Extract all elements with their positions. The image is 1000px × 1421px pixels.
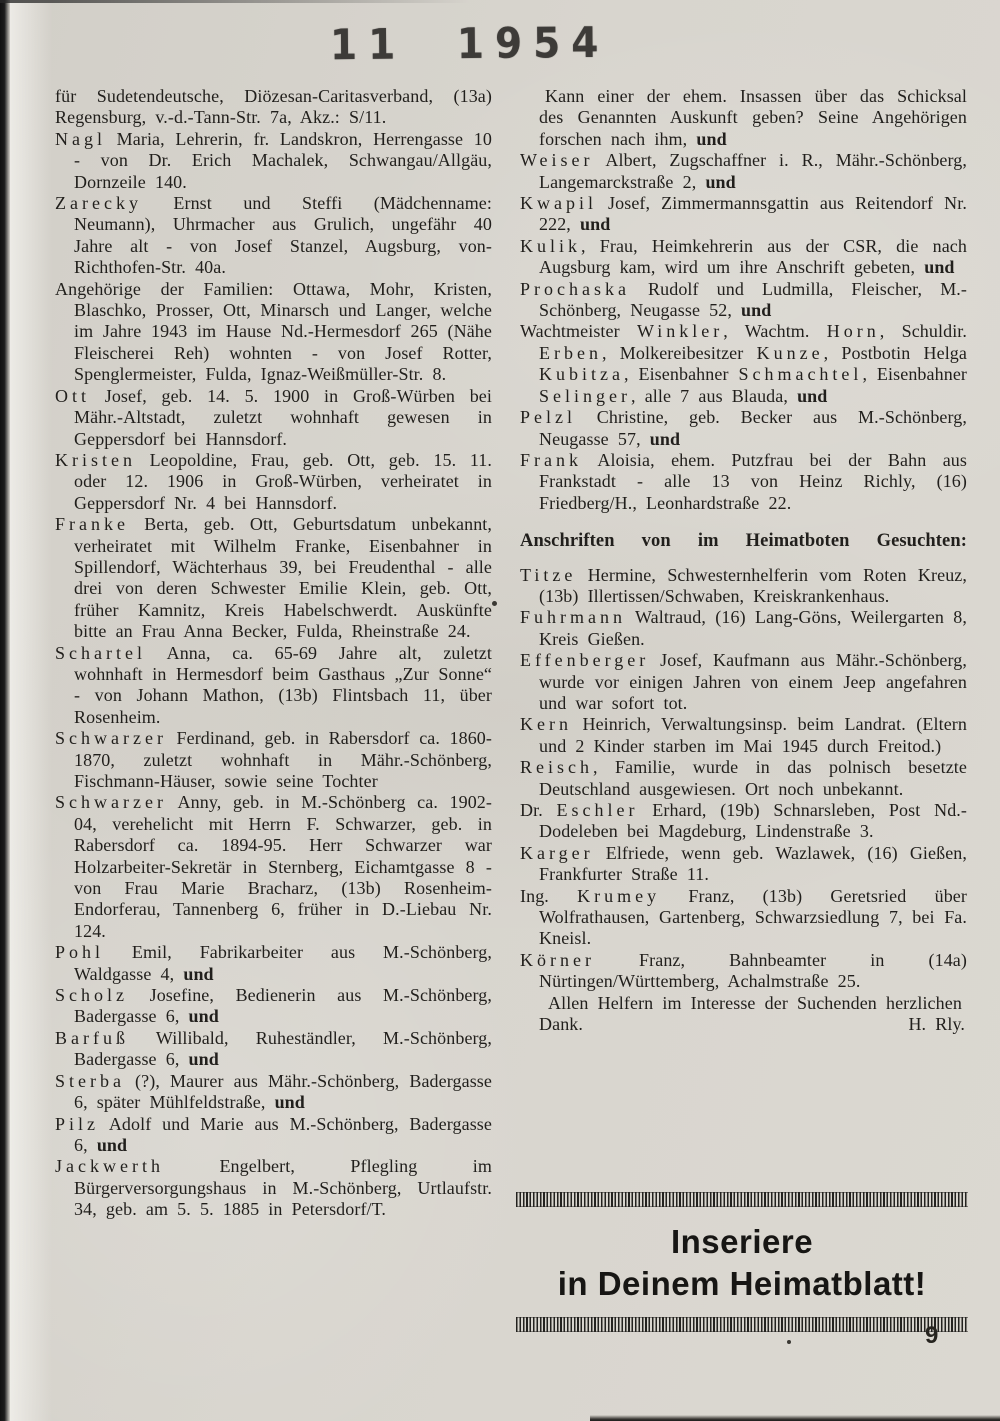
print-artifact-dot [787,1340,791,1344]
entry-name-spaced: Kubitza [539,364,624,385]
entry-bold-und: und [924,257,955,278]
entry-text: Rudolf und Ludmilla, Fleischer, M.-Schönberg, Neugasse 52, [539,278,967,321]
scan-edge-bottom-right [590,1415,1000,1421]
directory-entry [55,1028,492,1071]
directory-entry [55,514,492,642]
entry-text: Josef, geb. 14. 5. 1900 in Groß-Würben bei Mähr.-Altstadt, zuletzt wohnhaft gewesen in Geppersdorf bei Hannsdorf. [74,385,492,449]
entry-name-spaced: Winkler [636,321,724,342]
directory-entry [520,321,967,407]
entry-name-spaced: Schmachtel [738,364,863,385]
entry-name-spaced: Schwarzer [55,728,167,749]
entry-text: Engelbert, Pflegling im Bürgerversorgungshaus in M.-Schönberg, Urtlaufstr. 34, geb. am 5. 5. 1885 in Petersdorf/T. [74,1156,492,1220]
directory-entry [55,193,492,279]
entry-name-spaced: Horn [826,321,880,342]
entry-name-spaced: Kern [520,714,572,735]
entry-text: , Eisenbahner [862,364,967,385]
entry-text: Leopoldine, Frau, geb. Ott, geb. 15. 11. oder 12. 1906 in Groß-Würben, verheiratet in Geppersdorf Nr. 4 bei Hannsdorf. [74,449,492,513]
entry-text: Franz, Bahnbeamter in (14a) Nürtingen/Württemberg, Achalmstraße 25. [539,949,967,992]
entry-name-spaced: Frank [520,449,582,470]
entry-name-spaced: Barfuß [55,1027,129,1048]
entry-text: Berta, geb. Ott, Geburtsdatum unbekannt, verheiratet mit Wilhelm Franke, Eisenbahner in Spillendorf, Wächterhaus 39, bei Freudenthal - alle drei von deren Schwester Emilie Klein, geb. Ott, früher Kamnitz, Kreis Habelschwerdt. Auskünfte bitte an Frau Anna Becker, Fulda, Rheinstraße 24. [74,514,492,642]
entry-text: Franz, (13b) Geretsried über Wolfrathausen, Gartenberg, Schwarzsiedlung 7, bei Fa. Kneisl. [539,885,967,949]
directory-entry [520,565,967,608]
closing-paragraph [520,993,967,1036]
entry-text: Josef, Zimmermannsgattin aus Reitendorf Nr. 222, [539,193,967,235]
directory-entry [55,942,492,985]
entry-bold-und: und [649,428,681,449]
entry-bold-und: und [274,1092,305,1113]
right-column-entries-bottom [520,565,967,993]
entry-text: Dr. [520,800,557,820]
directory-entry [55,386,492,450]
directory-entry [55,1156,492,1220]
entry-text: Maria, Lehrerin, fr. Landskron, Herrengasse 10 - von Dr. Erich Machalek, Schwangau/Allgäu, Dornzeile 140. [74,128,492,192]
entry-name-spaced: Ott [55,385,91,406]
entry-name-spaced: Kulik [520,235,582,256]
entry-bold-und: und [580,214,611,235]
entry-name-spaced: Schartel [55,642,146,663]
entry-text: Wachtmeister [520,321,637,342]
scan-edge-left-highlight [10,0,52,1421]
advert-text [516,1221,968,1305]
entry-text: , Eisenbahner [623,364,739,385]
entry-bold-und: und [183,963,214,984]
directory-entry [55,450,492,514]
scan-edge-top [0,0,470,3]
entry-text: Adolf und Marie aus M.-Schönberg, Badergasse 6, [74,1113,492,1155]
entry-name-spaced: Effenberger [520,650,650,671]
entry-bold-und: und [696,128,727,149]
directory-entry [520,607,967,650]
entry-text: Anny, geb. in M.-Schönberg ca. 1902-04, verehelicht mit Herrn F. Schwarzer, geb. in Rabersdorf ca. 1894-95. Herr Schwarzer war Holzarbeiter-Sekretär in Sternberg, Eichamtgasse 8 - von Frau Marie Bracharz, (13b) Rosenheim-Endorferau, Tannenberg 6, früher in D.-Liebau Nr. 124. [74,792,492,941]
entry-name-spaced: Scholz [55,985,128,1006]
entry-text: , Frau, Heimkehrerin aus der CSR, die nach Augsburg kam, wird um ihre Anschrift gebeten, [539,235,967,278]
entry-text: , Schuldir. [879,321,968,342]
entry-text: Emil, Fabrikarbeiter aus M.-Schönberg, Waldgasse 4, [74,942,492,984]
entry-name-spaced: Körner [520,949,595,970]
directory-entry [55,86,492,129]
directory-entry [520,800,967,843]
directory-entry [55,1071,492,1114]
entry-name-spaced: Titze [520,564,577,585]
entry-name-spaced: Weiser [520,150,594,171]
directory-entry [55,792,492,942]
advert-line-2: in Deinem Heimatblatt! [557,1265,927,1302]
entry-text: Erhard, (19b) Schnarsleben, Post Nd.-Dodeleben bei Magdeburg, Lindenstraße 3. [539,800,967,842]
entry-text: Angehörige der Familien: Ottawa, Mohr, Kristen, Blaschko, Prosser, Ott, Minarsch und Langer, welche im Jahre 1943 im Hause Nd.-Hermesdorf 265 (Nähe Fleischerei Reh) wohnten - von Josef Rotter, Spenglermeister, Fulda, Ignaz-Weißmüller-Str. 8. [55,278,492,385]
right-column-entries-top [520,86,967,514]
entry-bold-und: und [741,300,772,321]
entry-text: Albert, Zugschaffner i. R., Mähr.-Schönberg, Langemarckstraße 2, [539,150,967,192]
directory-entry [520,150,967,193]
entry-name-spaced: Kristen [55,449,136,470]
directory-entry [520,86,967,150]
entry-text: , alle 7 aus Blauda, [631,385,798,406]
entry-text: Ferdinand, geb. in Rabersdorf ca. 1860-1870, zuletzt wohnhaft in Mähr.-Schönberg, Fischmann-Häuser, sowie seine Tochter [74,728,492,791]
hatched-divider-top [516,1192,968,1207]
directory-entry [55,279,492,386]
entry-text: Christine, geb. Becker aus M.-Schönberg, Neugasse 57, [539,407,967,449]
page-number: 9 [925,1322,939,1349]
entry-name-spaced: Selinger [539,385,631,406]
entry-text: Ernst und Steffi (Mädchenname: Neumann), Uhrmacher aus Grulich, ungefähr 40 Jahre alt - von Josef Stanzel, Augsburg, von-Richthofen-Str. 40a. [74,193,492,278]
directory-entry [520,450,967,514]
directory-entry [55,643,492,729]
right-column [520,86,967,1035]
entry-name-spaced: Nagl [55,128,106,149]
entry-text: Aloisia, ehem. Putzfrau bei der Bahn aus Frankstadt - alle 13 von Heinz Richly, (16) Friedberg/H., Leonhardstraße 22. [539,449,967,513]
directory-entry [520,279,967,322]
print-artifact-dot [492,601,497,606]
entry-text: , Familie, wurde in das polnisch besetzte Deutschland ausgewiesen. Ort noch unbekannt. [539,757,967,799]
entry-text: , Wachtm. [723,321,827,342]
entry-name-spaced: Prochaska [520,278,630,299]
directory-entry [520,714,967,757]
entry-name-spaced: Karger [520,842,594,863]
entry-text: Heinrich, Verwaltungsinsp. beim Landrat. (Eltern und 2 Kinder starben im Mai 1945 durch Freitod.) [539,714,967,756]
entry-name-spaced: Schwarzer [55,792,167,813]
entry-name-spaced: Sterba [55,1070,125,1091]
entry-name-spaced: Eschler [556,800,639,820]
entry-text: Waltraud, (16) Lang-Göns, Weilergarten 8, Kreis Gießen. [539,607,967,649]
scan-edge-left-dark [0,0,10,1421]
directory-entry [520,650,967,714]
advert-line-1: Inseriere [670,1223,814,1260]
closing-text: Allen Helfern im Interesse der Suchenden herzlichen Dank. [539,992,962,1035]
entry-name-spaced: Pilz [55,1113,100,1134]
directory-entry [520,407,967,450]
entry-name-spaced: Jackwerth [55,1156,164,1177]
entry-text: , Molkereibesitzer [601,342,757,363]
entry-name-spaced: Pelzl [520,407,576,428]
entry-bold-und: und [705,171,736,192]
entry-text: Josefine, Bedienerin aus M.-Schönberg, Badergasse 6, [74,985,492,1027]
entry-bold-und: und [797,385,828,406]
entry-name-spaced: Zarecky [55,193,142,214]
entry-name-spaced: Erben [539,342,602,363]
entry-name-spaced: Kunze [756,342,824,363]
directory-entry [520,886,967,950]
directory-entry [520,236,967,279]
entry-text: , Postbotin Helga [823,342,967,363]
advert-box [516,1192,968,1332]
date-stamp: 11 1954 [329,18,610,71]
entry-text: Kann einer der ehem. Insassen über das Schicksal des Genannten Auskunft geben? Seine Angehörigen forschen nach ihm, [539,86,967,149]
directory-entry [520,950,967,993]
directory-entry [520,193,967,236]
entry-text: Josef, Kaufmann aus Mähr.-Schönberg, wurde vor einigen Jahren von einem Jeep angefahren und war sofort tot. [539,650,967,713]
directory-entry [55,129,492,193]
entry-name-spaced: Reisch [520,757,593,778]
entry-text: Elfriede, wenn geb. Wazlawek, (16) Gießen, Frankfurter Straße 11. [539,842,967,885]
directory-entry [520,843,967,886]
entry-text: (?), Maurer aus Mähr.-Schönberg, Badergasse 6, später Mühlfeldstraße, [74,1070,492,1113]
entry-name-spaced: Krumey [577,885,661,906]
entry-name-spaced: Kwapil [520,193,597,214]
entry-text: Hermine, Schwesternhelferin vom Roten Kreuz, (13b) Illertissen/Schwaben, Kreiskrankenhaus. [539,564,967,606]
directory-entry [55,728,492,792]
entry-text: Anna, ca. 65-69 Jahre alt, zuletzt wohnhaft in Hermesdorf beim Gasthaus „Zur Sonne“ - von Johann Mathon, (13b) Flintsbach 11, über Rosenheim. [74,642,492,727]
directory-entry [55,985,492,1028]
left-column [55,86,492,1221]
entry-text: Ing. [520,885,578,906]
entry-bold-und: und [188,1006,219,1027]
directory-entry [520,757,967,800]
entry-bold-und: und [96,1134,128,1155]
entry-name-spaced: Franke [55,514,129,535]
entry-name-spaced: Pohl [55,942,105,963]
closing-signature: H. Rly. [908,1014,965,1035]
entry-bold-und: und [188,1049,219,1070]
hatched-divider-bottom [516,1317,968,1332]
entry-name-spaced: Fuhrmann [520,607,626,628]
section-heading: Anschriften von im Heimatboten Gesuchten: [520,531,967,552]
entry-text: für Sudetendeutsche, Diözesan-Caritasverband, (13a) Regensburg, v.-d.-Tann-Str. 7a, Akz.: S/11. [55,86,492,128]
directory-entry [55,1114,492,1157]
entry-text: Willibald, Ruheständler, M.-Schönberg, Badergasse 6, [74,1027,492,1070]
